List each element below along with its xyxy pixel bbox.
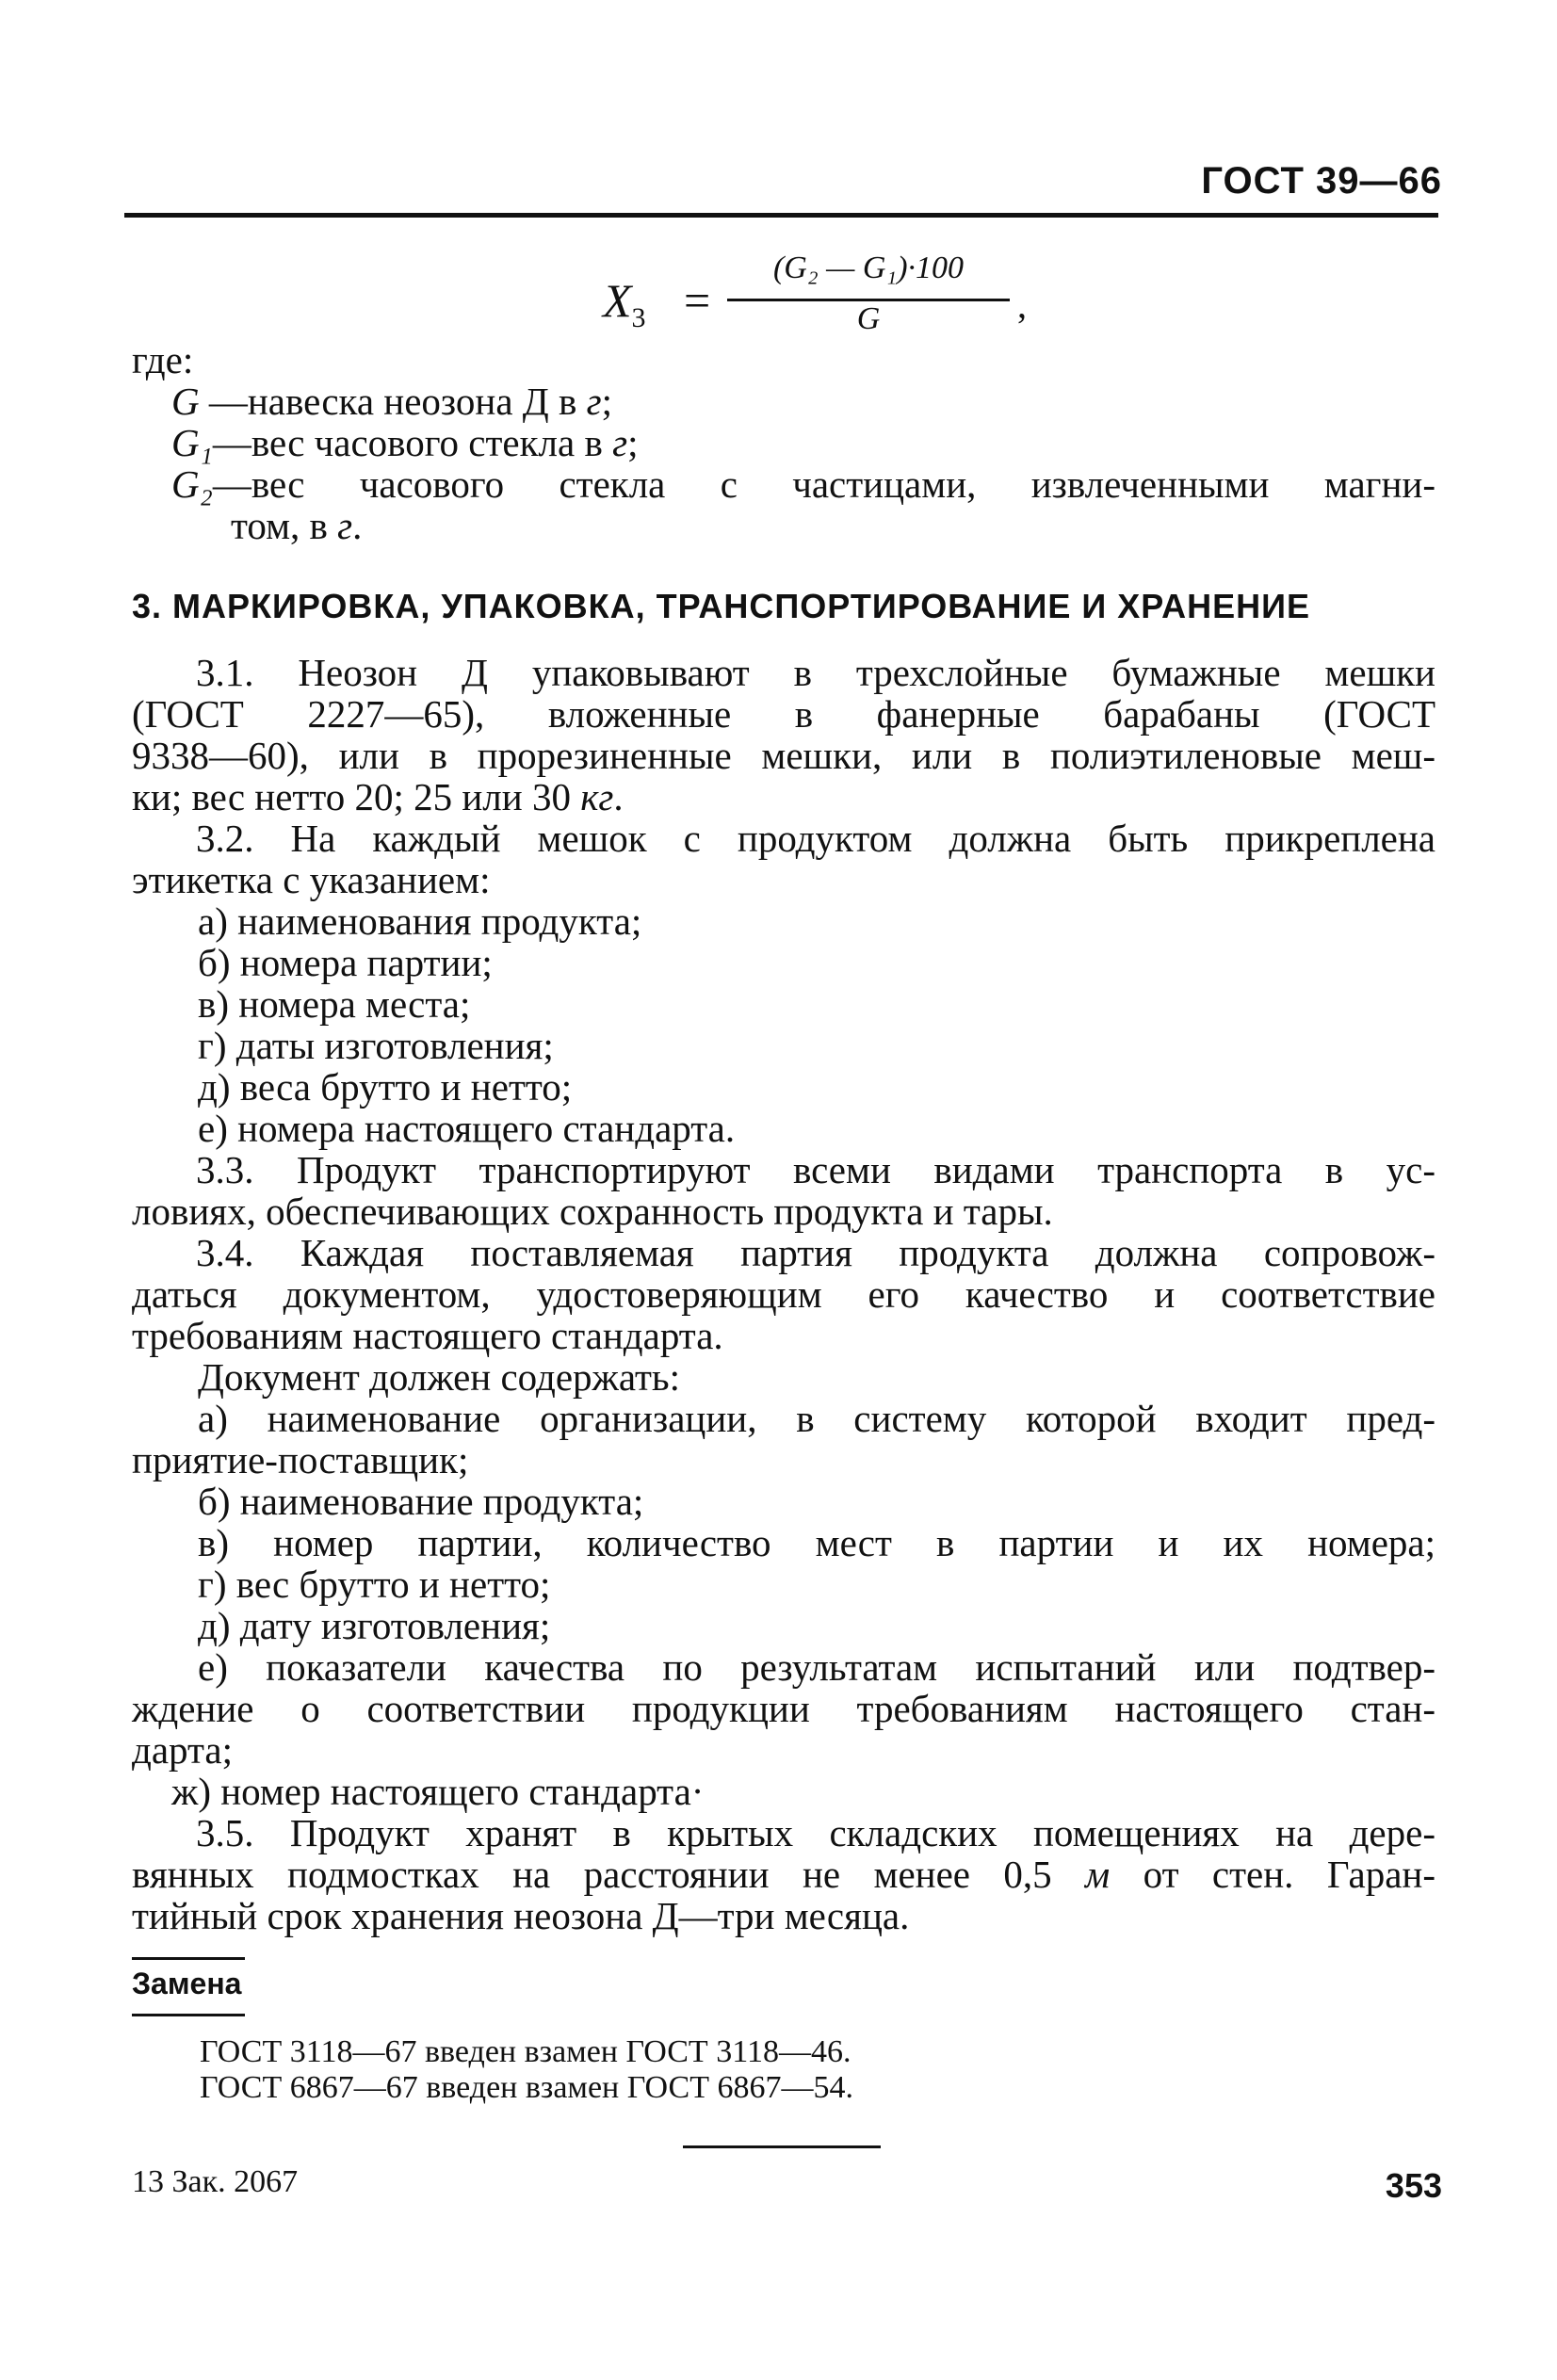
p34-line1: 3.4. Каждая поставляемая партия продукта должна сопровож-	[196, 1231, 1435, 1274]
header-rule	[124, 213, 1438, 218]
p35-line2: вянных подмостках на расстоянии не менее 0,5 м от стен. Гаран-	[132, 1853, 1435, 1896]
p32-item-d: д) веса брутто и нетто;	[198, 1065, 573, 1109]
footnote-rule-bottom	[132, 2014, 245, 2016]
p34-item-a2: приятие-поставщик;	[132, 1438, 469, 1481]
body-text	[132, 339, 1435, 1936]
p32-line1: 3.2. На каждый мешок с продуктом должна быть прикреплена	[196, 817, 1435, 860]
p34-item-e1: е) показатели качества по результатам испытаний или подтвер-	[198, 1645, 1435, 1689]
p34-line2: даться документом, удостоверяющим его качество и соответствие	[132, 1272, 1435, 1316]
p34-item-zh: ж) номер настоящего стандарта·	[171, 1770, 705, 1813]
section-title: 3. МАРКИРОВКА, УПАКОВКА, ТРАНСПОРТИРОВАНИЕ И ХРАНЕНИЕ	[132, 587, 1310, 625]
p31-line1: 3.1. Неозон Д упаковывают в трехслойные бумажные мешки	[196, 651, 1435, 694]
formula-denominator: G	[856, 301, 881, 336]
footnote-rule-top	[132, 1957, 245, 1960]
where-item-g: G —навеска неозона Д в г;	[171, 380, 612, 423]
print-order-note: 13 Зак. 2067	[132, 2164, 299, 2199]
p34-item-v: в) номер партии, количество мест в партии и их номера;	[198, 1521, 1435, 1564]
p34-item-g: г) вес брутто и нетто;	[198, 1562, 551, 1606]
p32-line2: этикетка с указанием:	[132, 858, 491, 901]
where-item-g1: G₁—вес часового стекла в г;	[171, 421, 639, 464]
p35-line3: тийный срок хранения неозона Д—три месяца.	[132, 1894, 910, 1937]
formula-numerator: (G₂ — G₁)·100	[772, 251, 965, 285]
footnote-line: ГОСТ 3118—67 введен взамен ГОСТ 3118—46.	[200, 2034, 851, 2069]
p34-line3: требованиям настоящего стандарта.	[132, 1314, 723, 1357]
page-number: 353	[1385, 2166, 1442, 2205]
p34-item-e3: дарта;	[132, 1728, 234, 1772]
p33-line2: ловиях, обеспечивающих сохранность продукта и тары.	[132, 1190, 1053, 1233]
p31-line3: 9338—60), или в прорезиненные мешки, или в полиэтиленовые меш-	[132, 734, 1435, 777]
p31-line2: (ГОСТ 2227—65), вложенные в фанерные барабаны (ГОСТ	[132, 692, 1435, 736]
bottom-rule	[683, 2145, 881, 2148]
p34-item-a1: а) наименование организации, в систему которой входит пред-	[198, 1397, 1435, 1440]
p34-item-d: д) дату изготовления;	[198, 1604, 551, 1647]
where-item-g2-cont: том, в г.	[231, 504, 363, 547]
p33-line1: 3.3. Продукт транспортируют всеми видами транспорта в ус-	[196, 1148, 1435, 1191]
formula-x3	[603, 245, 1036, 348]
p32-item-g: г) даты изготовления;	[198, 1024, 554, 1067]
p35-line1: 3.5. Продукт хранят в крытых складских помещениях на дере-	[196, 1811, 1435, 1854]
where-label: где:	[132, 338, 194, 381]
p34-item-b: б) наименование продукта;	[198, 1480, 644, 1523]
p32-item-v: в) номера места;	[198, 982, 471, 1026]
p32-item-a: а) наименования продукта;	[198, 899, 642, 943]
p34-document-intro: Документ должен содержать:	[198, 1355, 681, 1399]
p32-item-e: е) номера настоящего стандарта.	[198, 1107, 736, 1150]
footnote-line: ГОСТ 6867—67 введен взамен ГОСТ 6867—54.	[200, 2070, 853, 2105]
p31-line4: ки; вес нетто 20; 25 или 30 кг.	[132, 775, 624, 818]
p34-item-e2: ждение о соответствии продукции требованиям настоящего стан-	[132, 1687, 1435, 1730]
formula-lhs: $X_3$	[603, 274, 646, 333]
p32-item-b: б) номера партии;	[198, 941, 493, 984]
footnote-label: Замена	[132, 1967, 242, 2000]
standard-header: ГОСТ 39—66	[1201, 160, 1442, 202]
formula-equals: =	[684, 274, 711, 327]
formula-comma: ,	[1017, 283, 1027, 326]
where-item-g2: G₂—вес часового стекла с частицами, извлеченными магни-	[171, 462, 1435, 506]
footnote-lines	[200, 2034, 853, 2106]
